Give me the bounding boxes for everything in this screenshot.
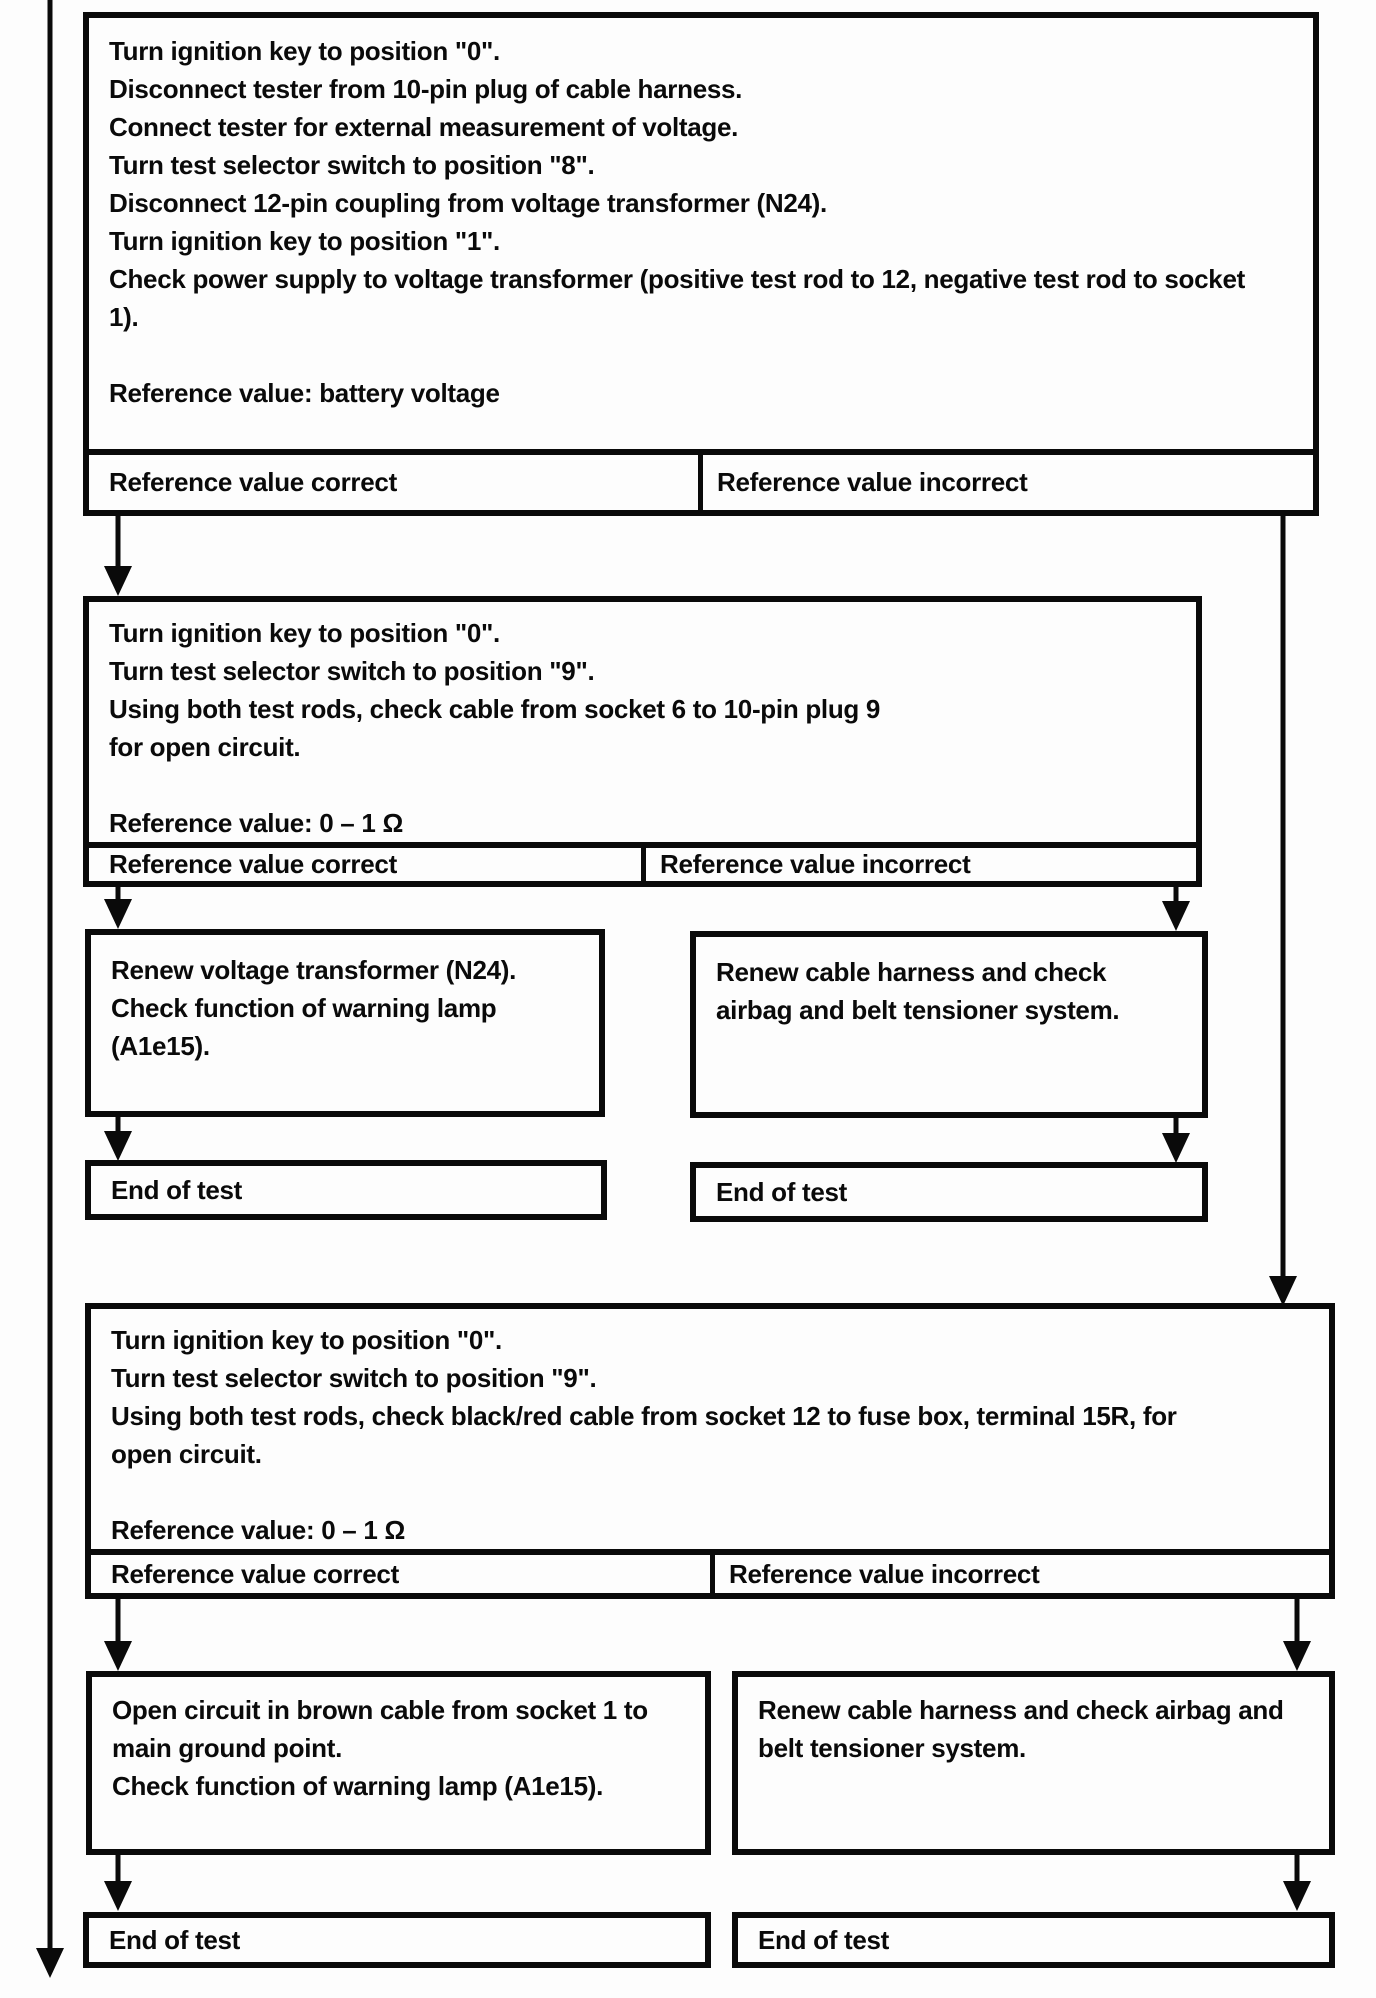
- text-line: Turn test selector switch to position "8".: [109, 150, 595, 180]
- outcome-correct-cell: Reference value correct: [109, 467, 397, 497]
- arrow-shaft: [116, 1599, 121, 1643]
- arrow-shaft: [1295, 1599, 1300, 1643]
- text-line: main ground point.: [112, 1733, 343, 1763]
- arrow-shaft: [1281, 516, 1286, 1276]
- arrow-down-icon: [104, 566, 132, 596]
- renew-transformer-box: [85, 929, 605, 1117]
- end-of-test-box-2: [690, 1162, 1208, 1222]
- end-of-test-label: End of test: [109, 1924, 241, 1955]
- text-line: Using both test rods, check black/red cable from socket 12 to fuse box, terminal 15R, for: [111, 1401, 1177, 1431]
- step3-box: [85, 1303, 1335, 1599]
- text-line: Connect tester for external measurement of voltage.: [109, 112, 739, 142]
- text-line: Turn ignition key to position "0".: [111, 1325, 502, 1355]
- arrow-down-icon: [104, 1881, 132, 1911]
- text-line: Turn test selector switch to position "9".: [109, 656, 595, 686]
- outcome-correct-cell: Reference value correct: [111, 1558, 399, 1589]
- renew-harness-text-1: [696, 937, 1202, 1112]
- text-line: Renew cable harness and check airbag and: [758, 1695, 1284, 1725]
- connector-renew-harness-end: [1162, 1118, 1190, 1164]
- step1-instructions: [89, 18, 1313, 449]
- arrow-down-icon: [104, 1641, 132, 1671]
- text-line: Check function of warning lamp: [111, 993, 497, 1023]
- end-of-test-box-3: [83, 1912, 711, 1968]
- connector-step3-renew-harness: [1283, 1599, 1311, 1671]
- arrow-down-icon: [36, 1948, 64, 1978]
- end-of-test-box-1: [85, 1160, 607, 1220]
- open-circuit-brown-text: [92, 1677, 705, 1849]
- step1-box: [83, 12, 1319, 516]
- arrow-down-icon: [104, 1131, 132, 1161]
- connector-step2-renew-transformer: [104, 887, 132, 929]
- step2-box: [83, 596, 1202, 887]
- text-line: Using both test rods, check cable from socket 6 to 10-pin plug 9: [109, 694, 881, 724]
- text-line: (A1e15).: [111, 1031, 210, 1061]
- arrow-shaft: [116, 516, 121, 566]
- text-line: Turn ignition key to position "0".: [109, 618, 500, 648]
- step3-outcome-row: [91, 1549, 1329, 1593]
- text-line: Renew voltage transformer (N24).: [111, 955, 517, 985]
- arrow-shaft: [116, 1855, 121, 1883]
- connector-renew-transformer-end: [104, 1117, 132, 1162]
- step2-outcome-row: [89, 842, 1196, 881]
- outcome-incorrect-cell: Reference value incorrect: [641, 848, 1196, 881]
- connector-step2-renew-harness: [1162, 887, 1190, 931]
- text-line: 1).: [109, 302, 139, 332]
- text-line: [109, 336, 1293, 374]
- text-line: Turn test selector switch to position "9".: [111, 1363, 597, 1393]
- arrow-shaft: [48, 0, 53, 1948]
- renew-harness-box-1: [690, 931, 1208, 1118]
- reference-value-line: Reference value: battery voltage: [109, 378, 500, 408]
- arrow-shaft: [1295, 1855, 1300, 1883]
- arrow-down-icon: [1283, 1881, 1311, 1911]
- arrow-down-icon: [1269, 1276, 1297, 1306]
- text-line: Disconnect tester from 10-pin plug of cable harness.: [109, 74, 743, 104]
- outcome-incorrect-cell: Reference value incorrect: [698, 455, 1313, 510]
- text-line: Renew cable harness and check: [716, 957, 1107, 987]
- text-line: airbag and belt tensioner system.: [716, 995, 1120, 1025]
- connector-left-margin: [36, 0, 64, 1978]
- text-line: open circuit.: [111, 1439, 262, 1469]
- connector-step1-step3: [1269, 516, 1297, 1306]
- step2-instructions: [89, 602, 1196, 842]
- arrow-down-icon: [1162, 901, 1190, 931]
- arrow-down-icon: [1283, 1641, 1311, 1671]
- text-line: Turn ignition key to position "1".: [109, 226, 500, 256]
- connector-step1-step2: [104, 516, 132, 596]
- connector-renew-harness2-end: [1283, 1855, 1311, 1912]
- connector-step3-open-circuit: [104, 1599, 132, 1671]
- end-of-test-label: End of test: [758, 1924, 890, 1955]
- text-line: belt tensioner system.: [758, 1733, 1026, 1763]
- text-line: Check function of warning lamp (A1e15).: [112, 1771, 604, 1801]
- step3-instructions: [91, 1309, 1329, 1549]
- outcome-correct-cell: Reference value correct: [109, 849, 397, 879]
- end-of-test-label: End of test: [111, 1174, 243, 1205]
- end-of-test-label: End of test: [716, 1176, 848, 1207]
- text-line: Turn ignition key to position "0".: [109, 36, 500, 66]
- renew-transformer-text: [91, 935, 599, 1111]
- renew-harness-text-2: [738, 1677, 1329, 1849]
- reference-value-line: Reference value: 0 – 1 Ω: [109, 808, 404, 838]
- end-of-test-box-4: [732, 1912, 1335, 1968]
- text-line: for open circuit.: [109, 732, 301, 762]
- text-line: [109, 766, 1176, 804]
- renew-harness-box-2: [732, 1671, 1335, 1855]
- arrow-down-icon: [104, 899, 132, 929]
- connector-open-circuit-end: [104, 1855, 132, 1912]
- text-line: Open circuit in brown cable from socket 1 to: [112, 1695, 648, 1725]
- open-circuit-brown-box: [86, 1671, 711, 1855]
- outcome-incorrect-cell: Reference value incorrect: [710, 1555, 1329, 1593]
- text-line: Disconnect 12-pin coupling from voltage transformer (N24).: [109, 188, 827, 218]
- step1-outcome-row: [89, 449, 1313, 510]
- reference-value-line: Reference value: 0 – 1 Ω: [111, 1515, 406, 1545]
- arrow-down-icon: [1162, 1133, 1190, 1163]
- text-line: Check power supply to voltage transformer (positive test rod to 12, negative test rod to socket: [109, 264, 1245, 294]
- text-line: [111, 1473, 1309, 1511]
